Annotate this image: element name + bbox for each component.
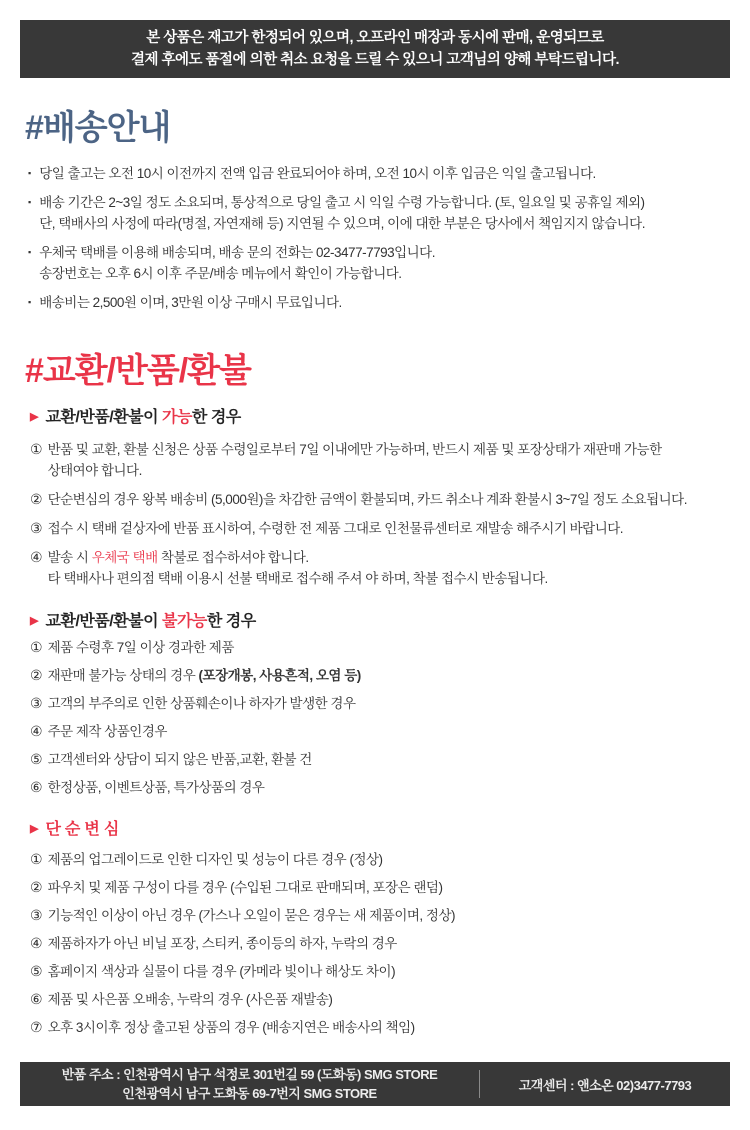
heading-text: 교환/반품/환불이 [45,409,162,426]
line-bold-text: (포장개봉, 사용흔적, 오염 등) [198,668,361,683]
line-text: 고객센터와 상담이 되지 않은 반품,교환, 환불 건 [47,752,312,767]
policy-item-line [48,749,312,770]
shipping-item [28,292,738,313]
return-address-line-2: 인천광역시 남구 도화동 69-7번지 SMG STORE [122,1086,377,1101]
line-text: 제품 수령후 7일 이상 경과한 제품 [47,640,234,655]
policy-item-line: 제품 및 사은품 오배송, 누락의 경우 (사은품 재발송) [47,992,333,1007]
simple-change-heading [30,818,738,841]
square-bullet-icon: ▪ [28,168,32,178]
line-text: 발송 시 [47,550,92,565]
line-text: 착불로 접수하셔야 합니다. [157,550,309,565]
item-number: ⑥ [30,779,43,795]
shipping-item-line: 단, 택배사의 사정에 따라(명절, 자연재해 등) 지연될 수 있으며, 이에 대한 부분은 당사에서 책임지지 않습니다. [39,216,645,231]
policy-item-line: 상태여야 합니다. [47,463,142,478]
exchange-impossible-subsection [30,610,738,798]
policy-item-line: 기능적인 이상이 아닌 경우 (가스나 오일이 묻은 경우는 새 제품이며, 정상) [47,908,455,923]
shipping-item-line: 당일 출고는 오전 10시 이전까지 전액 입금 완료되어야 하며, 오전 10시 이후 입금은 익일 출고됩니다. [39,166,596,181]
policy-item [30,849,738,870]
shipping-item [28,192,738,234]
policy-item-line [48,665,361,686]
shipping-item-line: 송장번호는 오후 6시 이후 주문/배송 메뉴에서 확인이 가능합니다. [39,266,402,281]
item-number: ④ [30,723,43,739]
exchange-section-title: #교환/반품/환불 [25,352,251,390]
policy-item [30,777,738,798]
shipping-item-line: 배송 기간은 2~3일 정도 소요되며, 통상적으로 당일 출고 시 익일 수령 가능합니다. (토, 일요일 및 공휴일 제외) [39,195,645,210]
customer-center-info: 고객센터 : 앤소온 02)3477-7793 [518,1077,692,1093]
shipping-item [28,163,738,184]
item-number: ① [30,441,43,457]
policy-item-line: 파우치 및 제품 구성이 다를 경우 (수입된 그대로 판매되며, 포장은 랜덤) [47,880,443,895]
policy-item [30,1017,738,1038]
line-text: 재판매 불가능 상태의 경우 [47,668,199,683]
policy-item [30,637,738,658]
item-number: ③ [30,520,43,536]
shipping-item-line: 우체국 택배를 이용해 배송되며, 배송 문의 전화는 02-3477-7793입니다. [39,245,435,260]
line-text: 주문 제작 상품인경우 [47,724,167,739]
item-number: ⑥ [30,991,43,1007]
item-number: ⑦ [30,1019,43,1035]
arrow-right-icon: ▶ [30,823,39,835]
exchange-impossible-heading [30,610,738,633]
policy-item-line [48,693,356,714]
heading-text: 한 경우 [191,409,241,426]
policy-item-line: 타 택배사나 편의점 택배 이용시 선불 택배로 접수해 주셔 야 하며, 착불 접수시 반송됩니다. [47,571,548,586]
shipping-item-line: 배송비는 2,500원 이며, 3만원 이상 구매시 무료입니다. [39,295,342,310]
policy-item [30,933,738,954]
shipping-list [28,163,738,313]
item-number: ② [30,667,43,683]
exchange-possible-subsection [30,406,738,589]
item-number: ④ [30,549,43,565]
return-address [20,1065,479,1103]
policy-item-line: 오후 3시이후 정상 출고된 상품의 경우 (배송지연은 배송사의 책임) [47,1020,415,1035]
policy-item [30,961,738,982]
policy-item [30,518,738,539]
item-number: ② [30,491,43,507]
heading-highlight: 불가능 [162,613,207,630]
line-text: 고객의 부주의로 인한 상품훼손이나 하자가 발생한 경우 [47,696,356,711]
policy-item-line: 접수 시 택배 겉상자에 반품 표시하여, 수령한 전 제품 그대로 인천물류센터로 재발송 해주시기 바랍니다. [47,521,624,536]
square-bullet-icon: ▪ [28,197,32,207]
policy-item-line [48,777,265,798]
banner-line-2: 결제 후에도 품절에 의한 취소 요청을 드릴 수 있으니 고객님의 양해 부탁드립니다. [130,52,620,68]
line-highlight: 우체국 택배 [91,550,158,565]
return-address-line-1: 반품 주소 : 인천광역시 남구 석정로 301번길 59 (도화동) SMG STORE [61,1067,438,1082]
line-text: 한정상품, 이벤트상품, 특가상품의 경우 [47,780,265,795]
exchange-possible-heading [30,406,738,429]
policy-item-line: 제품의 업그레이드로 인한 디자인 및 성능이 다른 경우 (정상) [47,852,383,867]
simple-change-subsection [30,818,738,1038]
item-number: ① [30,851,43,867]
item-number: ① [30,639,43,655]
item-number: ② [30,879,43,895]
arrow-right-icon: ▶ [30,615,39,627]
policy-item [30,489,738,510]
heading-text: 단순변심 [45,821,124,838]
square-bullet-icon: ▪ [28,297,32,307]
heading-highlight: 가능 [162,409,192,426]
policy-item [30,989,738,1010]
arrow-right-icon: ▶ [30,411,39,423]
policy-item-line: 반품 및 교환, 환불 신청은 상품 수령일로부터 7일 이내에만 가능하며, 반드시 제품 및 포장상태가 재판매 가능한 [47,442,662,457]
heading-text: 교환/반품/환불이 [45,613,162,630]
item-number: ③ [30,695,43,711]
heading-text: 한 경우 [206,613,256,630]
policy-item-line [48,721,167,742]
footer-bar [20,1062,730,1106]
policy-item-line: 제품하자가 아닌 비닐 포장, 스티커, 종이등의 하자, 누락의 경우 [47,936,397,951]
item-number: ⑤ [30,963,43,979]
policy-item [30,721,738,742]
policy-item [30,439,738,481]
policy-item [30,877,738,898]
policy-item-line [48,637,234,658]
policy-item-line: 홈페이지 색상과 실물이 다를 경우 (카메라 빛이나 해상도 차이) [47,964,396,979]
policy-item [30,905,738,926]
policy-item [30,547,738,589]
square-bullet-icon: ▪ [28,247,32,257]
banner-line-1: 본 상품은 재고가 한정되어 있으며, 오프라인 매장과 동시에 판매, 운영되므로 [146,30,604,46]
policy-item [30,665,738,686]
item-number: ⑤ [30,751,43,767]
policy-item [30,749,738,770]
shipping-section-title: #배송안내 [25,109,171,147]
top-notice-banner [20,20,730,78]
policy-item-line: 단순변심의 경우 왕복 배송비 (5,000원)을 차감한 금액이 환불되며, 카드 취소나 계좌 환불시 3~7일 정도 소요됩니다. [47,492,687,507]
item-number: ③ [30,907,43,923]
policy-item [30,693,738,714]
shipping-item [28,242,738,284]
item-number: ④ [30,935,43,951]
shipping-policy-page [0,20,750,1130]
policy-item-line [48,547,548,568]
